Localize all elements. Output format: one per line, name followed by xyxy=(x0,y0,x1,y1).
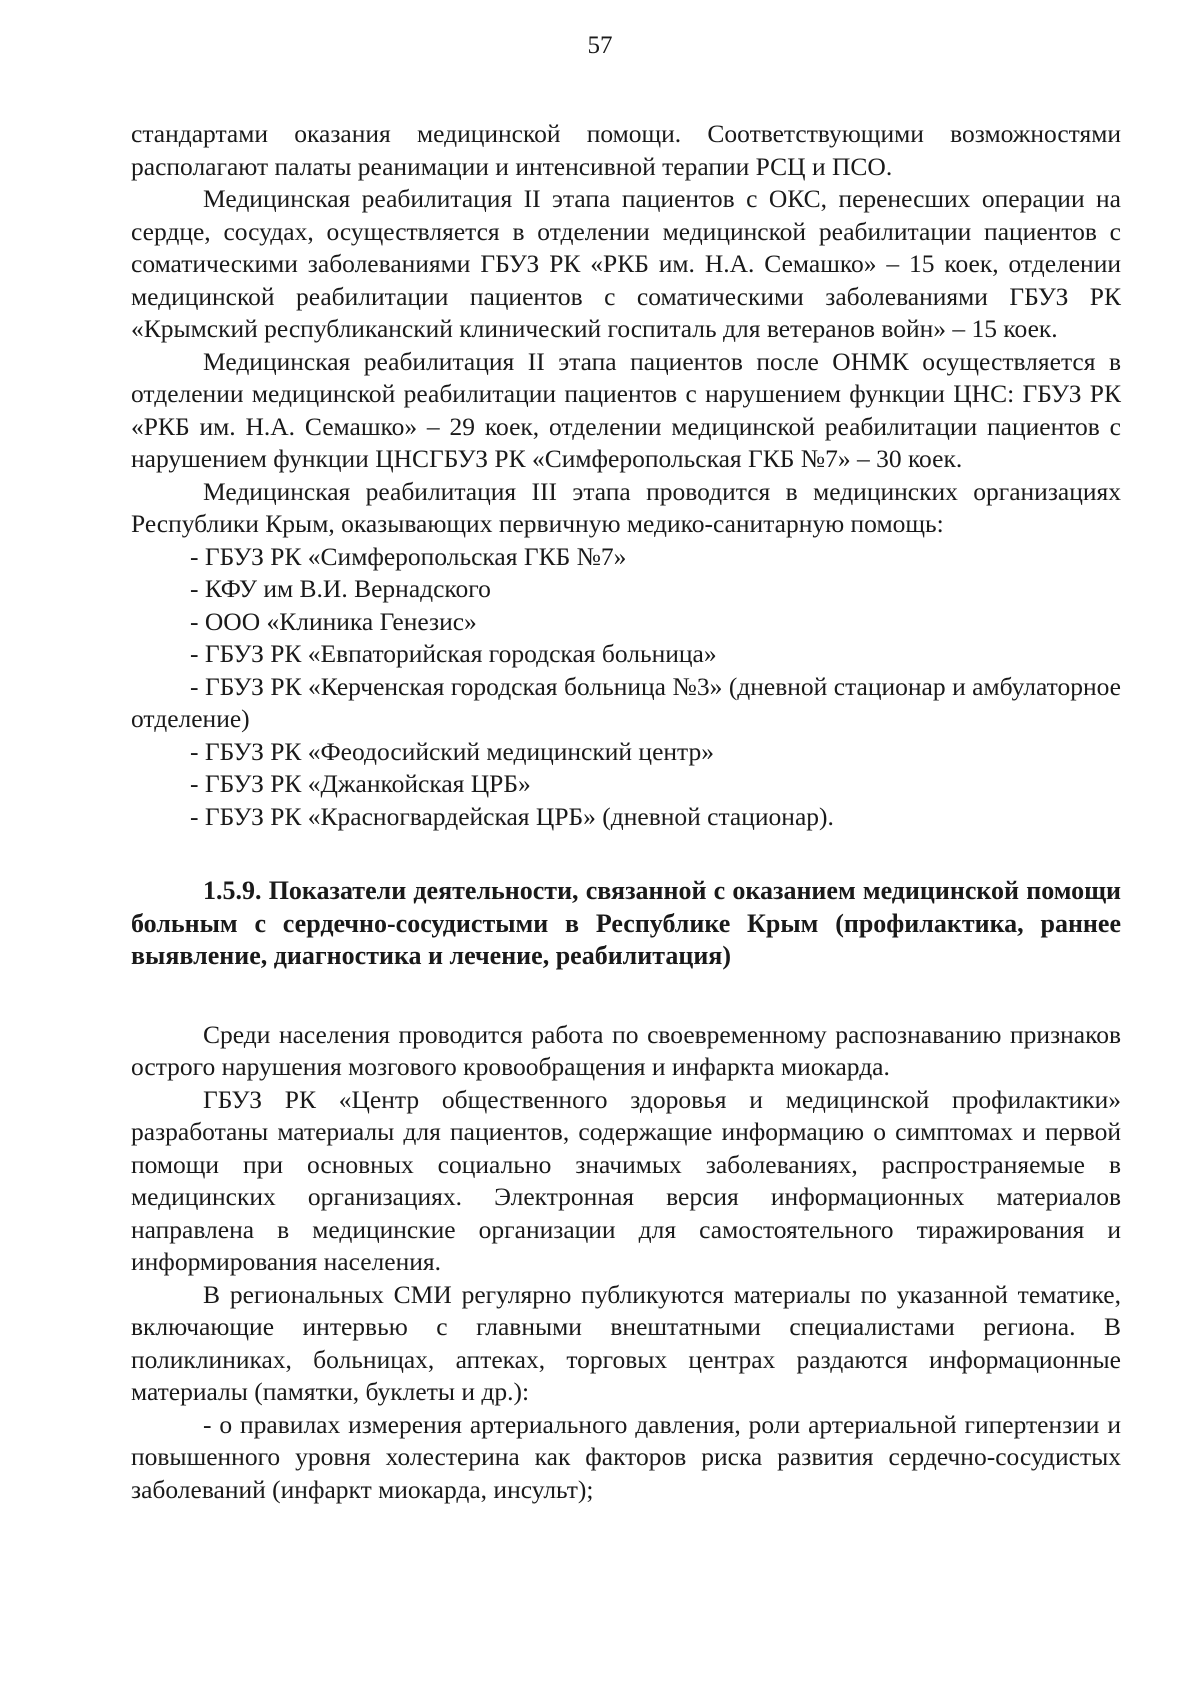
list-item: - КФУ им В.И. Вернадского xyxy=(190,574,491,603)
list-item: - ГБУЗ РК «Джанкойская ЦРБ» xyxy=(190,769,531,798)
paragraph-media: В региональных СМИ регулярно публикуются материалы по указанной тематике, включающие интервью с главными внештатными специалистами региона. В поликлиниках, больницах, аптеках, торговых центрах раздаются информационные материалы (памятки, буклеты и др.): xyxy=(131,1279,1121,1406)
paragraph-rehab-stage-2-onmk: Медицинская реабилитация II этапа пациентов после ОНМК осуществляется в отделении медицинской реабилитации пациентов с нарушением функции ЦНС: ГБУЗ РК «РКБ им. Н.А. Семашко» – 29 коек, отделении медицинской реабилитации пациентов с нарушением функции ЦНСГБУЗ РК «Симферопольская ГКБ №7» – 30 коек. xyxy=(131,346,1121,473)
section-heading: 1.5.9. Показатели деятельности, связанной с оказанием медицинской помощи больным с сердечно-сосудистыми в Республике Крым (профилактика, раннее выявление, диагностика и лечение, реабилитация) xyxy=(131,876,1121,970)
list-item: - ГБУЗ РК «Красногвардейская ЦРБ» (дневной стационар). xyxy=(190,801,834,831)
paragraph-rehab-stage-2-oks: Медицинская реабилитация II этапа пациентов с ОКС, перенесших операции на сердце, сосудах, осуществляется в отделении медицинской реабилитации пациентов с соматическими заболеваниями ГБУЗ РК «РКБ им. Н.А. Семашко» – 15 коек, отделении медицинской реабилитации пациентов с соматическими заболеваниями ГБУЗ РК «Крымский республиканский клинический госпиталь для ветеранов войн» – 15 коек. xyxy=(131,184,1121,343)
page-content xyxy=(131,118,1121,1506)
organization-list xyxy=(131,541,1121,834)
paragraph-continuation: стандартами оказания медицинской помощи. Соответствующими возможностями располагают палаты реанимации и интенсивной терапии РСЦ и ПСО. xyxy=(131,119,1121,181)
list-item: - ГБУЗ РК «Симферопольская ГКБ №7» xyxy=(190,541,627,571)
list-item: - ГБУЗ РК «Евпаторийская городская больница» xyxy=(190,639,717,668)
list-item: - ООО «Клиника Генезис» xyxy=(190,606,477,636)
list-item: - ГБУЗ РК «Феодосийский медицинский центр» xyxy=(190,736,714,766)
paragraph-awareness: Среди населения проводится работа по своевременному распознаванию признаков острого нарушения мозгового кровообращения и инфаркта миокарда. xyxy=(131,1019,1121,1081)
page-number: 57 xyxy=(587,32,613,59)
paragraph-rehab-stage-3: Медицинская реабилитация III этапа проводится в медицинских организациях Республики Крым, оказывающих первичную медико-санитарную помощь: xyxy=(131,476,1121,538)
list-item: - ГБУЗ РК «Керченская городская больница №3» (дневной стационар и амбулаторное отделение) xyxy=(131,671,1121,733)
paragraph-materials: ГБУЗ РК «Центр общественного здоровья и медицинской профилактики» разработаны материалы для пациентов, содержащие информацию о симптомах и первой помощи при основных социально значимых заболеваниях, распространяемые в медицинских организациях. Электронная версия информационных материалов направлена в медицинские организации для самостоятельного тиражирования и информирования населения. xyxy=(131,1084,1121,1276)
paragraph-bullet-blood-pressure: - о правилах измерения артериального давления, роли артериальной гипертензии и повышенного уровня холестерина как факторов риска развития сердечно-сосудистых заболеваний (инфаркт миокарда, инсульт); xyxy=(131,1409,1121,1504)
